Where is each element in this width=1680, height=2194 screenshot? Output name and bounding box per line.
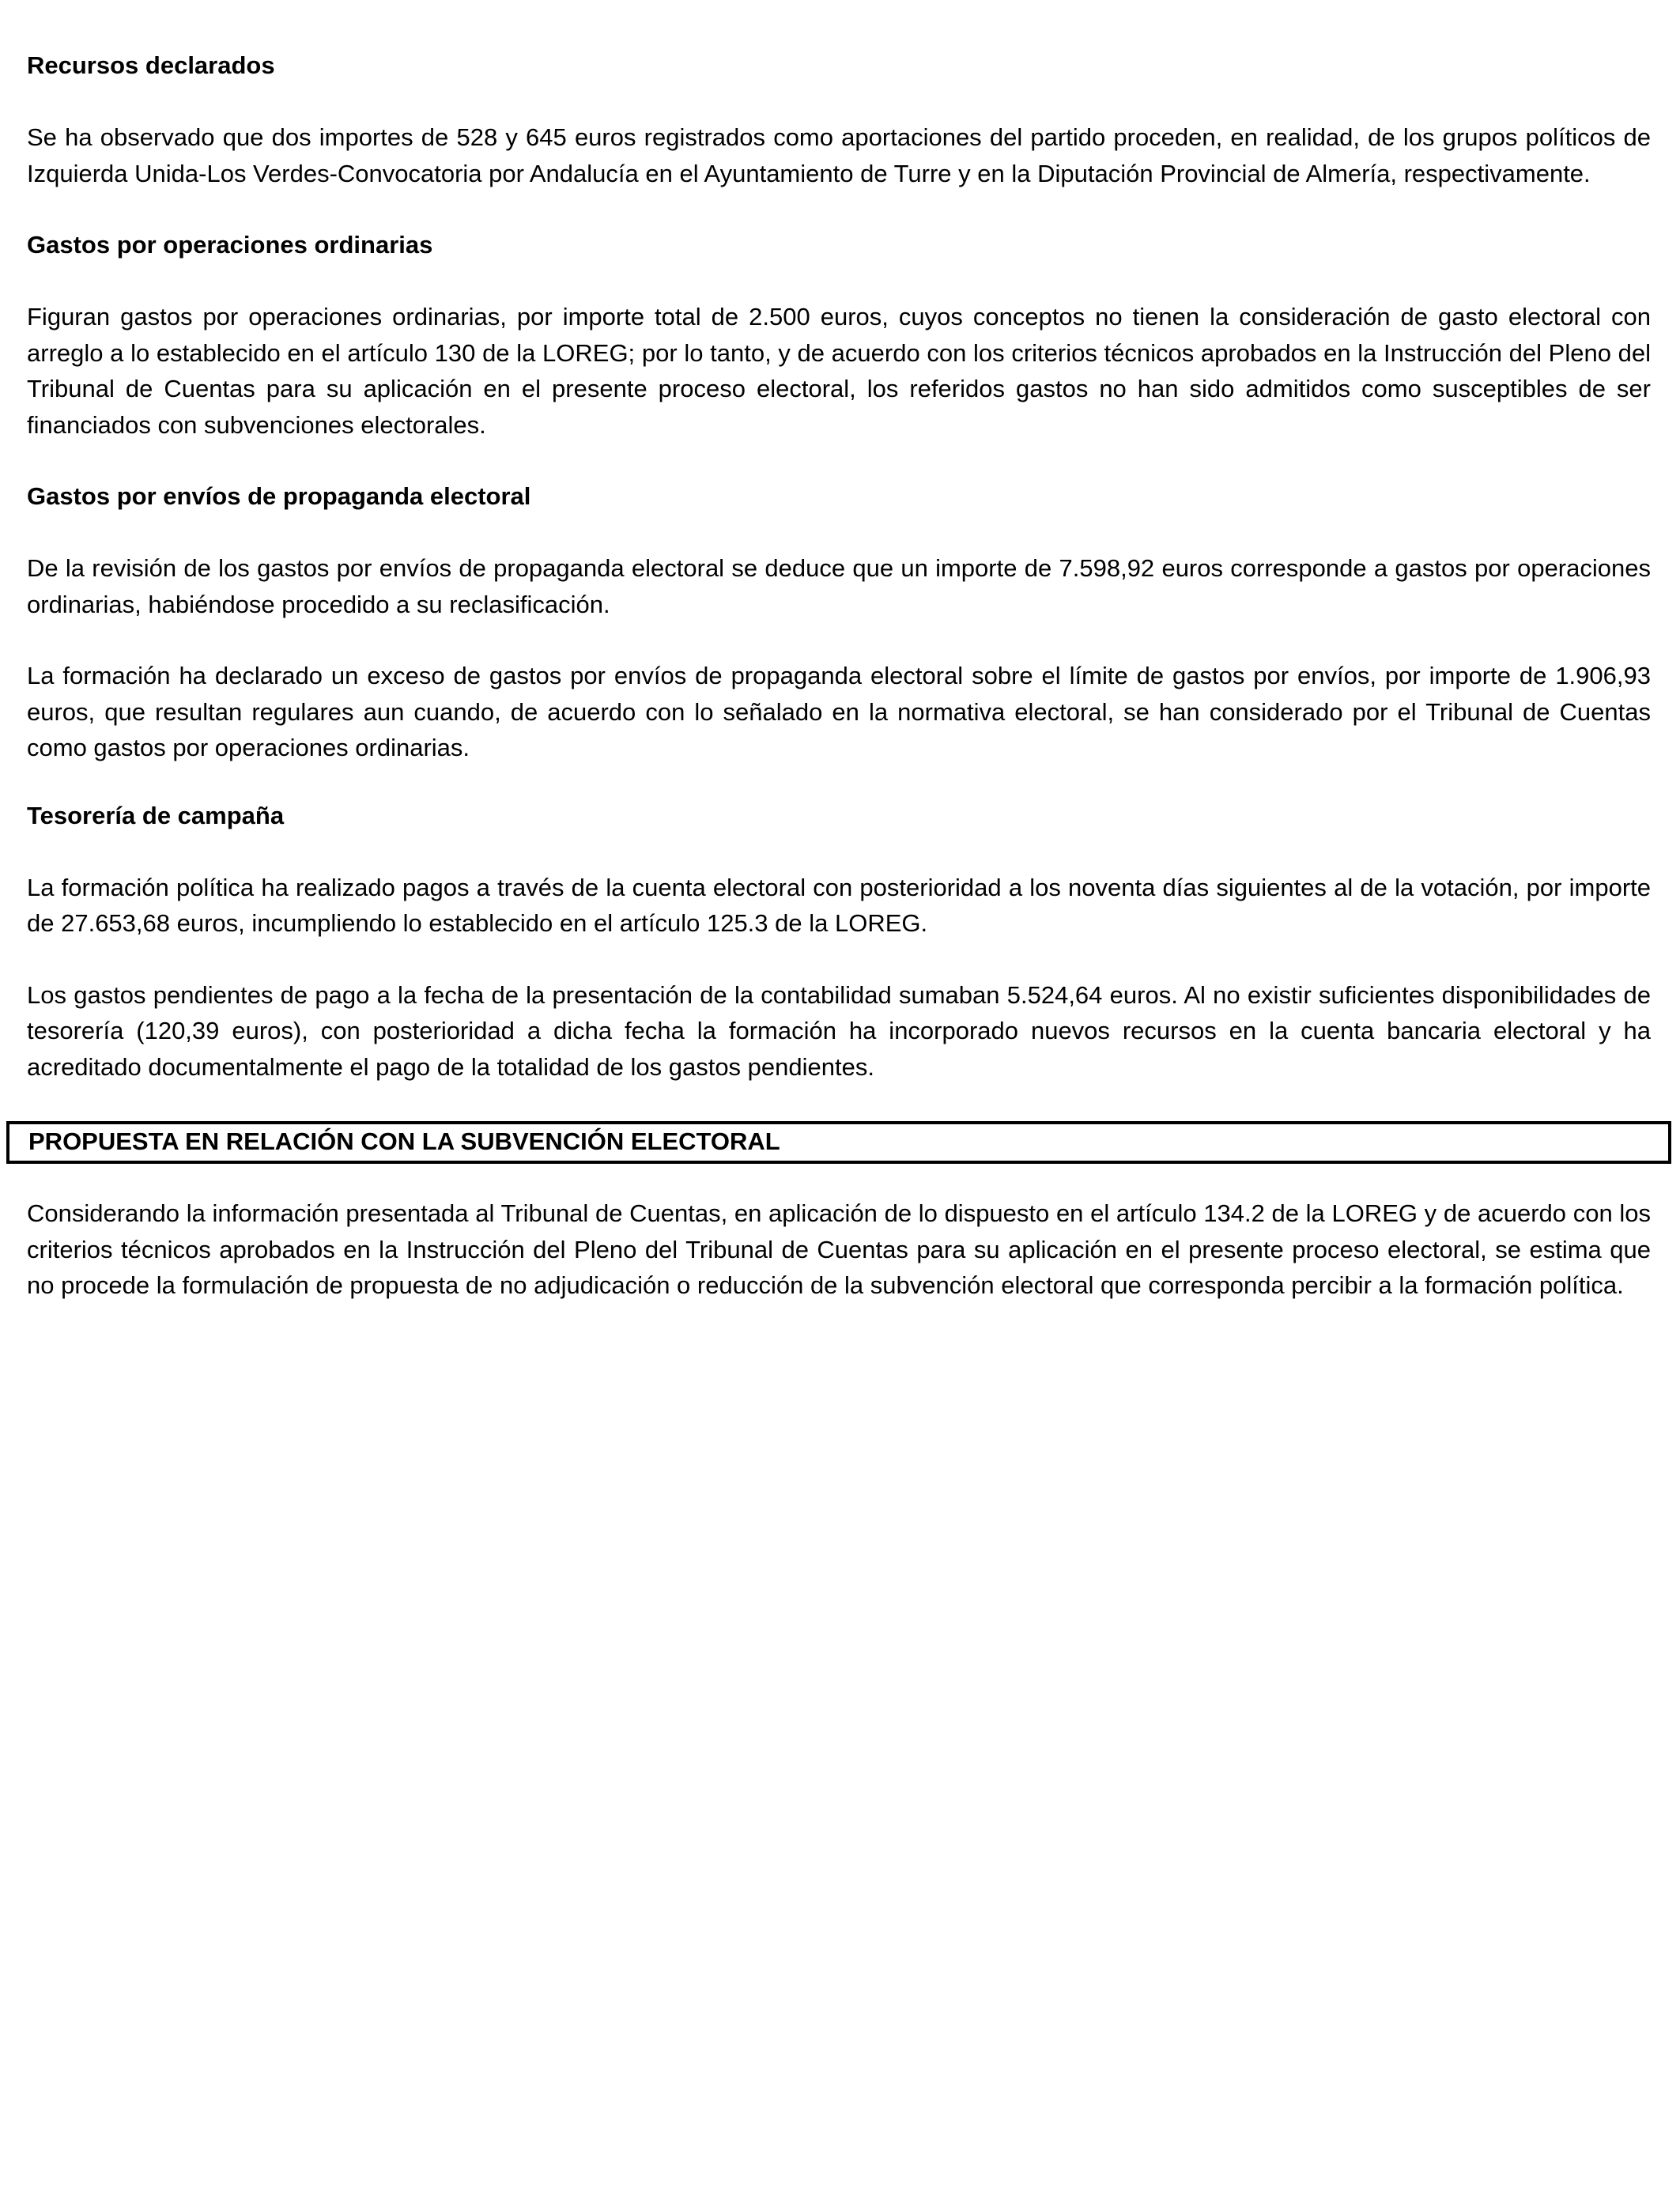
document-page <box>27 47 1651 1304</box>
section-heading-propuesta: PROPUESTA EN RELACIÓN CON LA SUBVENCIÓN ELECTORAL <box>28 1127 780 1155</box>
paragraph-gastos-envios-2: La formación ha declarado un exceso de gastos por envíos de propaganda electoral sobre el límite de gastos por envíos, por importe de 1.906,93 euros, que resultan regulares aun cuando, de acuerdo con lo señalado en la normativa electoral, se han considerado por el Tribunal de Cuentas como gastos por operaciones ordinarias. <box>27 662 1651 761</box>
paragraph-gastos-ordinarias: Figuran gastos por operaciones ordinarias, por importe total de 2.500 euros, cuyos conceptos no tienen la consideración de gasto electoral con arreglo a lo establecido en el artículo 130 de la LOREG; por lo tanto, y de acuerdo con los criterios técnicos aprobados en la Instrucción del Pleno del Tribunal de Cuentas para su aplicación en el presente proceso electoral, los referidos gastos no han sido admitidos como susceptibles de ser financiados con subvenciones electorales. <box>27 303 1651 439</box>
propuesta-heading-box <box>6 1121 1671 1164</box>
paragraph-recursos-declarados: Se ha observado que dos importes de 528 y 645 euros registrados como aportaciones del partido proceden, en realidad, de los grupos políticos de Izquierda Unida-Los Verdes-Convocatoria por Andalucía en el Ayuntamiento de Turre y en la Diputación Provincial de Almería, respectivamente. <box>27 123 1651 187</box>
paragraph-propuesta: Considerando la información presentada al Tribunal de Cuentas, en aplicación de lo dispuesto en el artículo 134.2 de la LOREG y de acuerdo con los criterios técnicos aprobados en la Instrucción del Pleno del Tribunal de Cuentas para su aplicación en el presente proceso electoral, se estima que no procede la formulación de propuesta de no adjudicación o reducción de la subvención electoral que corresponda percibir a la formación política. <box>27 1199 1651 1299</box>
section-heading-tesoreria: Tesorería de campaña <box>27 801 285 829</box>
section-heading-gastos-ordinarias: Gastos por operaciones ordinarias <box>27 231 433 259</box>
section-heading-recursos-declarados: Recursos declarados <box>27 51 275 79</box>
paragraph-tesoreria-1: La formación política ha realizado pagos a través de la cuenta electoral con posterioridad a los noventa días siguientes al de la votación, por importe de 27.653,68 euros, incumpliendo lo establecido en el artículo 125.3 de la LOREG. <box>27 873 1651 937</box>
paragraph-gastos-envios-1: De la revisión de los gastos por envíos de propaganda electoral se deduce que un importe de 7.598,92 euros corresponde a gastos por operaciones ordinarias, habiéndose procedido a su reclasificación. <box>27 554 1651 618</box>
section-heading-gastos-envios: Gastos por envíos de propaganda electoral <box>27 482 531 510</box>
paragraph-tesoreria-2: Los gastos pendientes de pago a la fecha de la presentación de la contabilidad sumaban 5.524,64 euros. Al no existir suficientes disponibilidades de tesorería (120,39 euros), con posterioridad a dicha fecha la formación ha incorporado nuevos recursos en la cuenta bancaria electoral y ha acreditado documentalmente el pago de la totalidad de los gastos pendientes. <box>27 980 1651 1081</box>
